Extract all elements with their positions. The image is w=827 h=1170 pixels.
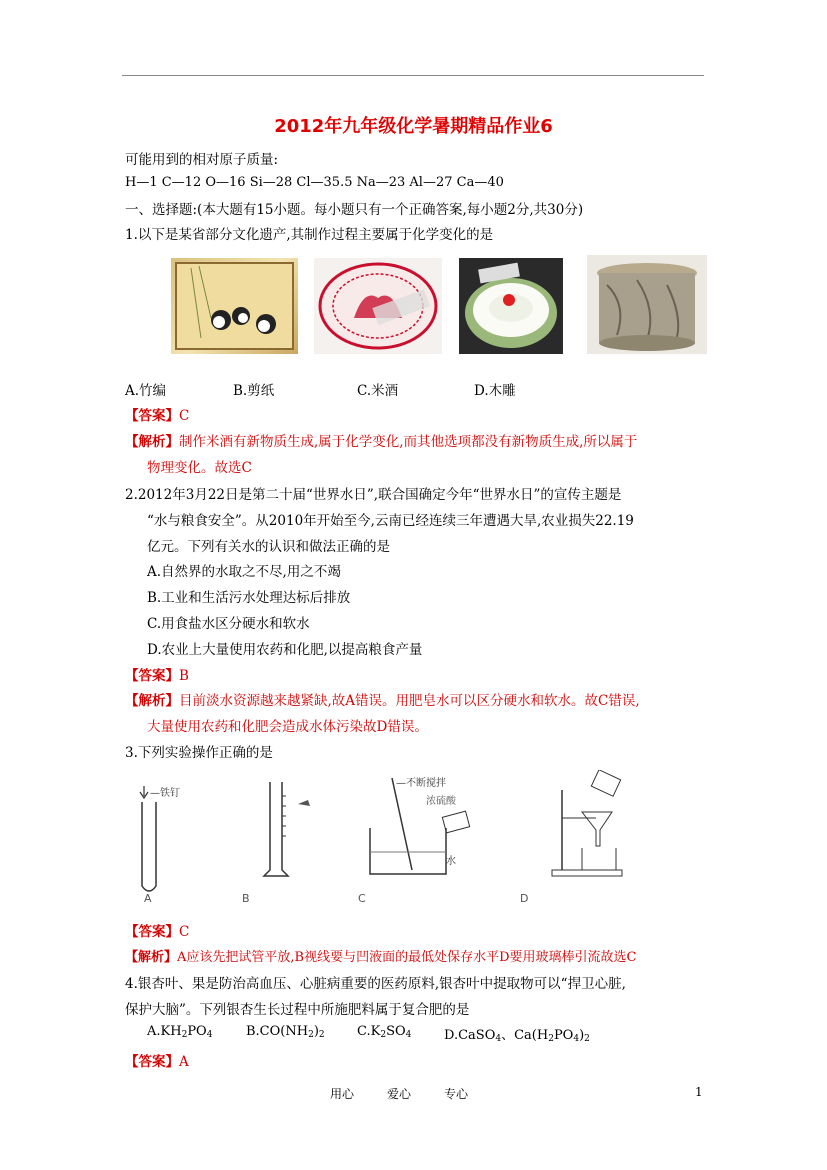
q4-option-b: $B.CO(NH_2)_2$ (246, 1024, 325, 1040)
q2-option-a: A.自然界的水取之不尽,用之不竭 (147, 564, 341, 580)
q2-analysis-line2: 大量使用农药和化肥会造成水体污染故D错误。 (147, 719, 428, 735)
q2-stem-line1: 2.2012年3月22日是第二十届“世界水日”,联合国确定今年“世界水日”的宣传主题是 (125, 487, 622, 503)
q3-stem: 3.下列实验操作正确的是 (125, 745, 273, 761)
q3-analysis: 【解析】A应该先把试管平放,B视线要与凹液面的最低处保存水平D要用玻璃棒引流故选C (125, 950, 637, 965)
q2-stem-line2: “水与粮食安全”。从2010年开始至今,云南已经连续三年遭遇大旱,农业损失22.19 (147, 513, 634, 529)
q1-stem: 1.以下是某省部分文化遗产,其制作过程主要属于化学变化的是 (125, 227, 494, 243)
q4-answer: 【答案】A (125, 1054, 189, 1070)
footer-item-2: 爱心 (387, 1087, 412, 1101)
q1-answer: 【答案】C (125, 408, 190, 424)
q2-option-d: D.农业上大量使用农药和化肥,以提高粮食产量 (147, 642, 423, 658)
diagram-label-a: A (144, 892, 152, 905)
q4-option-a: $A.KH_2PO_4$ (147, 1024, 213, 1040)
diagram-label-c: C (358, 892, 366, 905)
q2-analysis-line1: 【解析】目前淡水资源越来越紧缺,故A错误。用肥皂水可以区分硬水和软水。故C错误, (125, 693, 640, 709)
q2-option-b: B.工业和生活污水处理达标后排放 (147, 590, 351, 606)
q3-answer: 【答案】C (125, 924, 190, 940)
diagram-d-filtration (516, 770, 636, 906)
iron-nail-label: —铁钉 (150, 788, 180, 799)
header-rule (122, 75, 704, 76)
paper-cut-image (314, 258, 442, 354)
bamboo-weaving-image (171, 258, 298, 354)
diagram-label-d: D (520, 892, 529, 905)
page-title: 2012年九年级化学暑期精品作业6 (274, 116, 553, 137)
wood-carving-image (587, 255, 707, 354)
rice-wine-image (459, 258, 563, 354)
q1-option-d: D.木雕 (474, 383, 516, 399)
q1-analysis-line2: 物理变化。故选C (147, 460, 252, 476)
q2-option-c: C.用食盐水区分硬水和软水 (147, 616, 310, 632)
q4-stem-line2: 保护大脑”。下列银杏生长过程中所施肥料属于复合肥的是 (125, 1002, 470, 1018)
acid-label: 浓硫酸 (426, 796, 456, 807)
q1-analysis-line1: 【解析】制作米酒有新物质生成,属于化学变化,而其他选项都没有新物质生成,所以属于 (125, 434, 638, 450)
q4-option-c: $C.K_2SO_4$ (357, 1024, 412, 1040)
atomic-masses: H—1 C—12 O—16 Si—28 Cl—35.5 Na—23 Al—27 Ca—40 (125, 175, 504, 190)
diagram-c-dilution (356, 770, 486, 906)
water-label: 水 (446, 856, 456, 867)
footer-item-3: 专心 (444, 1087, 469, 1101)
q1-option-a: A.竹编 (125, 383, 167, 399)
q4-stem-line1: 4.银杏叶、果是防治高血压、心脏病重要的医药原料,银杏叶中提取物可以“捍卫心脏, (125, 976, 626, 992)
intro-text: 可能用到的相对原子质量: (125, 152, 279, 168)
page-number: 1 (695, 1085, 703, 1099)
q1-option-c: C.米酒 (357, 383, 399, 399)
stir-label: —不断搅拌 (396, 778, 446, 789)
diagram-a-test-tube (136, 776, 216, 906)
footer-item-1: 用心 (330, 1087, 355, 1101)
q1-option-b: B.剪纸 (233, 383, 275, 399)
q2-stem-line3: 亿元。下列有关水的认识和做法正确的是 (147, 539, 390, 555)
section-heading: 一、选择题:(本大题有15小题。每小题只有一个正确答案,每小题2分,共30分) (125, 202, 584, 218)
diagram-label-b: B (242, 892, 250, 905)
q2-answer: 【答案】B (125, 668, 189, 684)
diagram-b-cylinder (238, 776, 318, 906)
q4-option-d: D.CaSO$_4$、$Ca(H_2PO_4)_2$ (444, 1028, 590, 1044)
